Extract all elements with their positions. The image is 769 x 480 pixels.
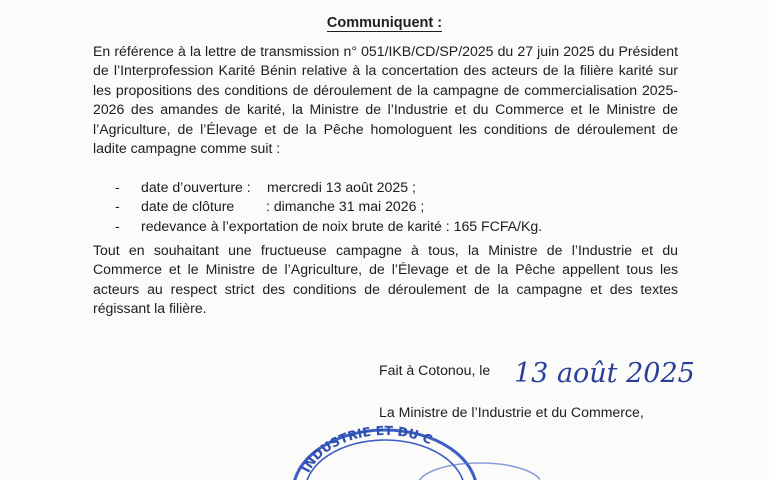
stamp-text: INDUSTRIE ET DU C	[298, 422, 435, 475]
closing-paragraph: Tout en souhaitant une fructueuse campagne à tous, la Ministre de l’Industrie et du Commerce et le Ministre de l’Agriculture, de l’Élevage et de la Pêche appellent tous les acteurs au respect strict des conditions de déroulement de la campagne et des textes régissant la filière.	[93, 242, 678, 317]
signature-place-date-label: Fait à Cotonou, le	[379, 362, 491, 378]
communique-heading	[0, 15, 769, 31]
list-bullet: -	[115, 217, 120, 234]
list-item-opening-date	[93, 178, 693, 197]
intro-paragraph: En référence à la lettre de transmission n° 051/IKB/CD/SP/2025 du 27 juin 2025 du Président de l’Interprofession Karité Bénin relative à la concertation des acteurs de la filière karité sur les propositions des conditions de déroulement de la campagne de commercialisation 2025-2026 des amandes de karité, la Ministre de l’Industrie et du Commerce et le Ministre de l’Agriculture, de l’Élevage et de la Pêche homologuent les conditions de déroulement de ladite campagne comme suit :	[93, 43, 678, 157]
stamp-seal-fragment	[410, 450, 540, 480]
heading-title: Communiquent	[326, 15, 434, 31]
opening-date-label: date d’ouverture :	[141, 179, 251, 195]
closing-date-label: date de clôture	[141, 198, 235, 215]
handwritten-date-text: 13 août 2025	[514, 358, 695, 389]
list-item-export-fee	[93, 217, 693, 236]
opening-date-value: mercredi 13 août 2025 ;	[267, 179, 416, 195]
handwritten-date	[512, 352, 722, 392]
conditions-list	[93, 178, 693, 236]
list-item-closing-date	[93, 197, 693, 216]
signatory-title: La Ministre de l’Industrie et du Commerce,	[379, 404, 644, 420]
heading-colon: :	[433, 15, 443, 31]
export-fee-text: redevance à l’exportation de noix brute de karité : 165 FCFA/Kg.	[141, 217, 543, 234]
list-bullet: -	[115, 179, 120, 195]
list-bullet: -	[115, 198, 120, 215]
closing-date-value: : dimanche 31 mai 2026 ;	[266, 198, 425, 215]
